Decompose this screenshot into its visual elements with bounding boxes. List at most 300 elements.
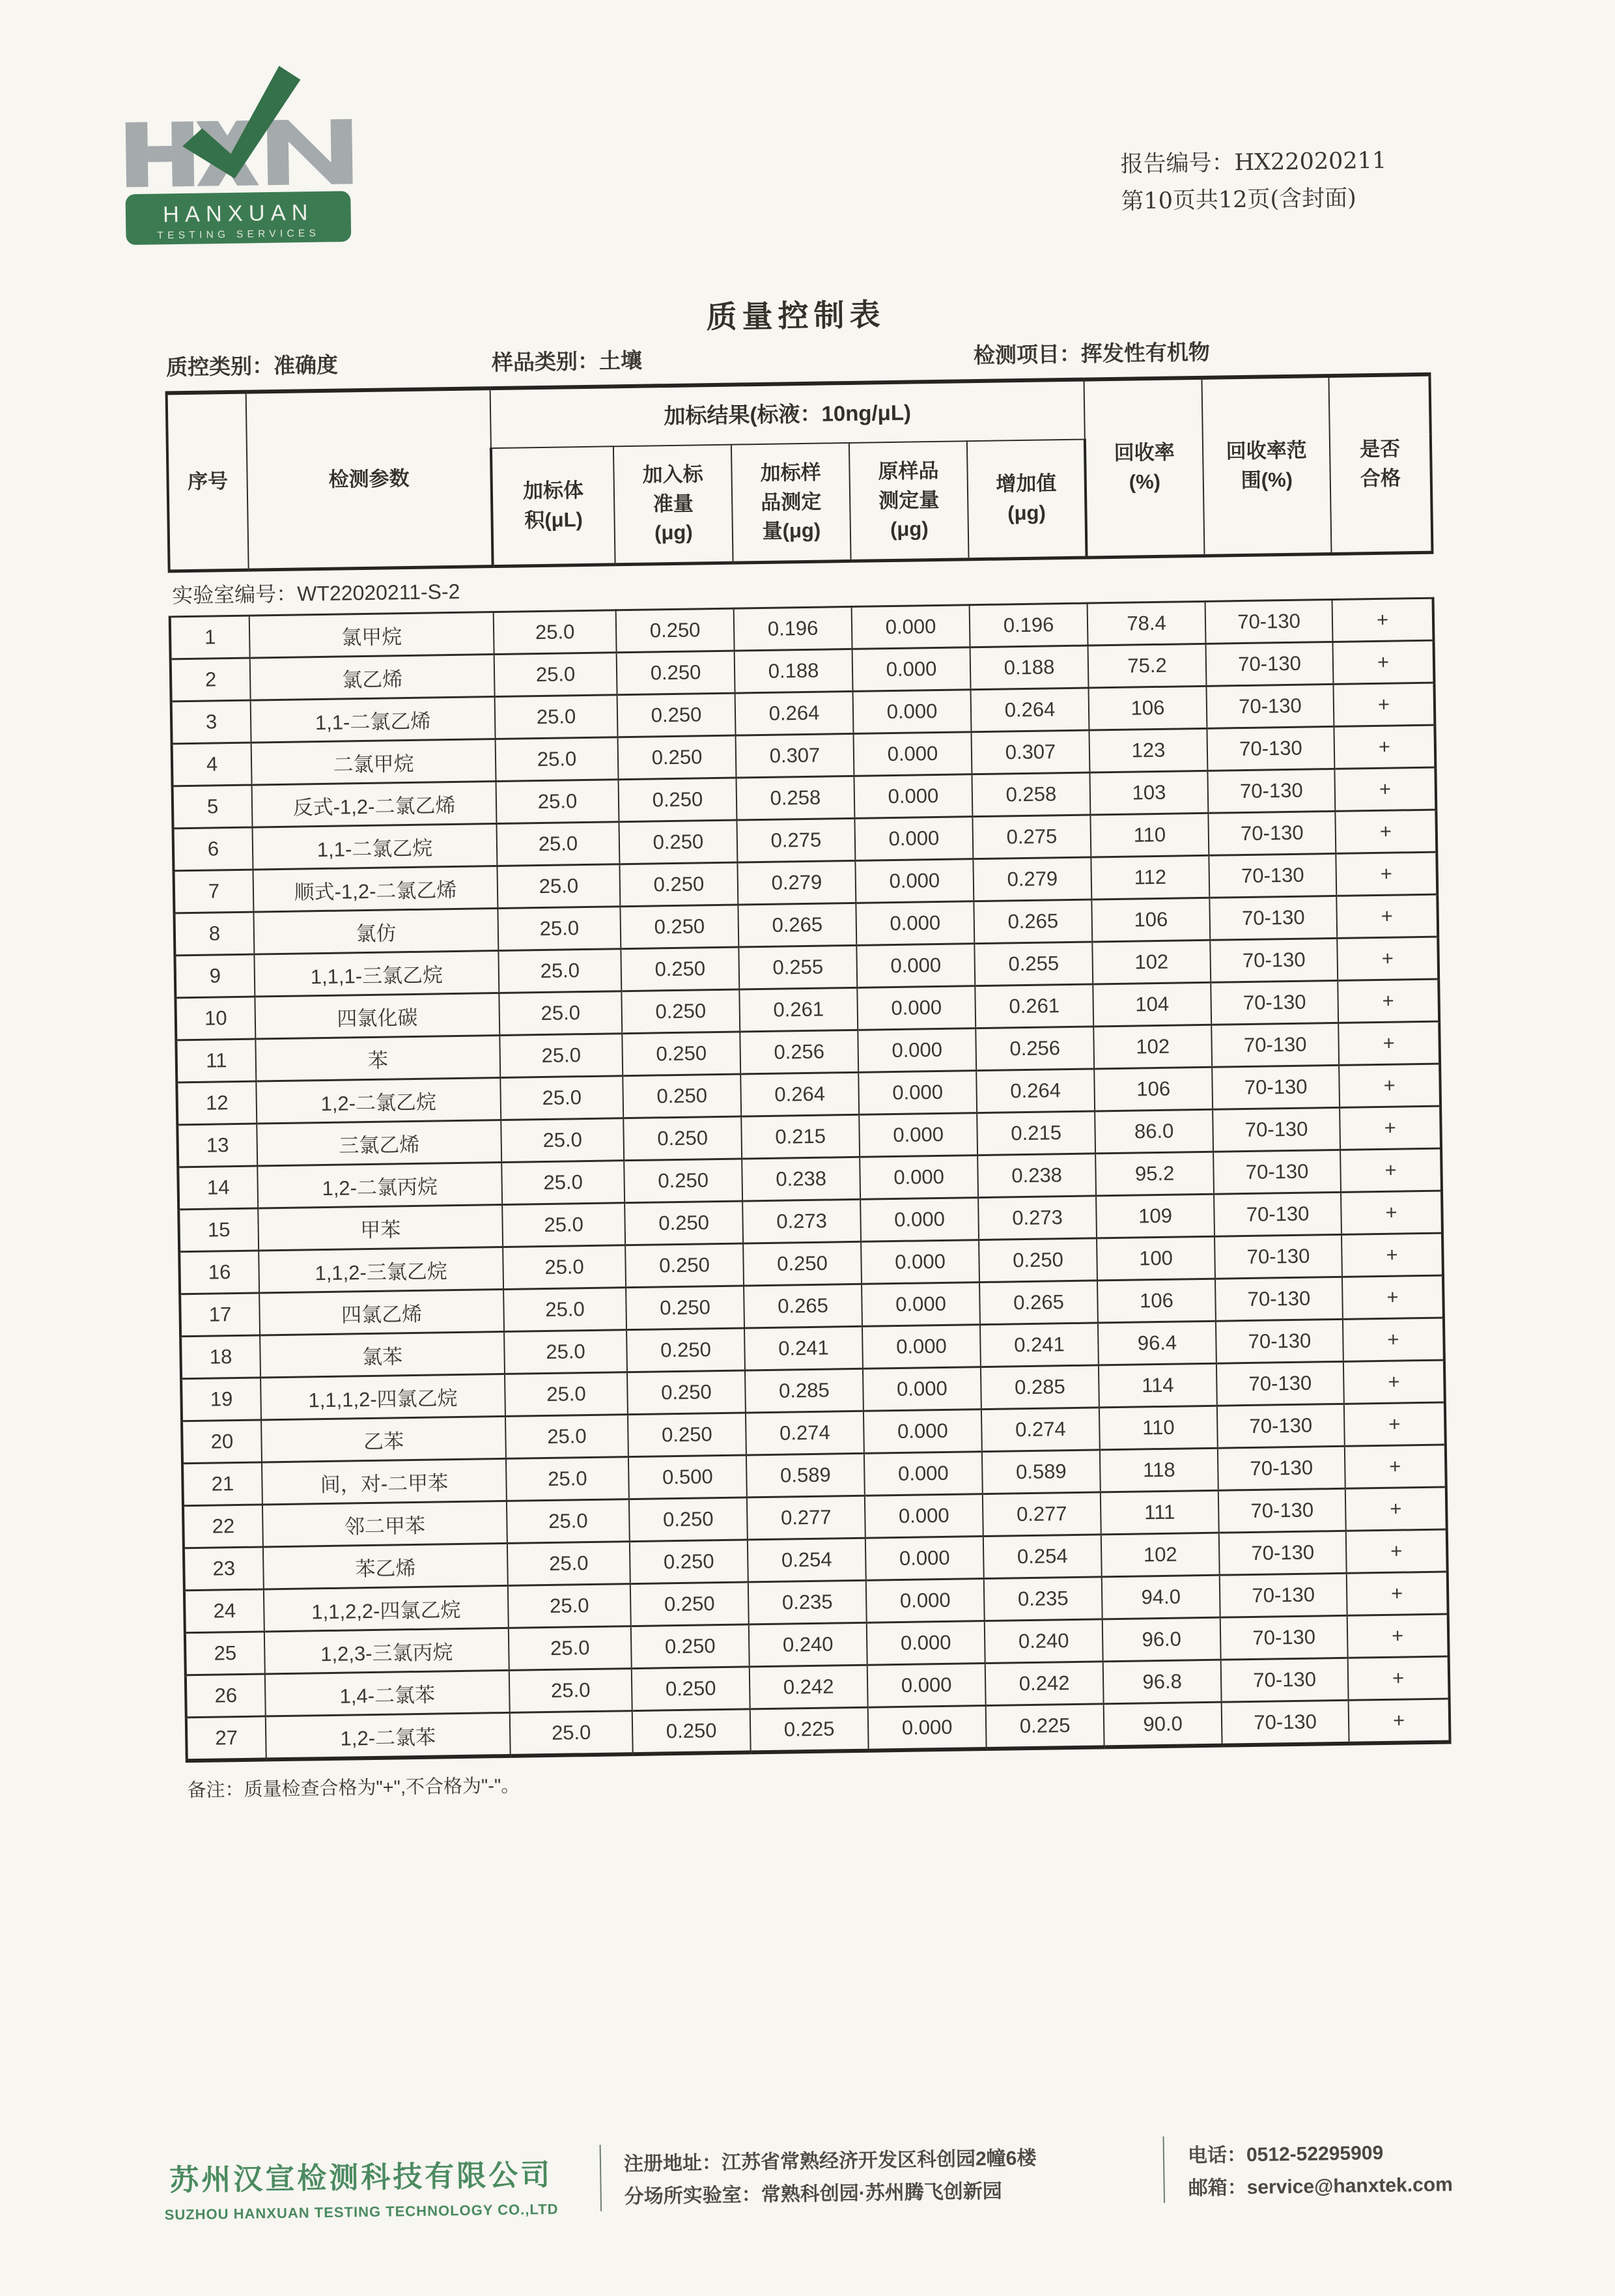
cell-value: 100 bbox=[1097, 1236, 1215, 1281]
cell-value: 0.000 bbox=[864, 1410, 982, 1454]
cell-value: 0.000 bbox=[854, 774, 972, 819]
cell-param: 氯乙烯 bbox=[250, 655, 495, 701]
cell-seq: 27 bbox=[186, 1716, 266, 1761]
cell-value: + bbox=[1332, 598, 1434, 642]
cell-param: 顺式-1,2-二氯乙烯 bbox=[253, 866, 498, 913]
cell-value: 70-130 bbox=[1212, 1065, 1340, 1109]
cell-value: + bbox=[1347, 1614, 1449, 1658]
cell-value: 0.000 bbox=[862, 1325, 981, 1369]
cell-value: 0.250 bbox=[625, 1201, 743, 1245]
cell-value: 70-130 bbox=[1209, 896, 1337, 940]
cell-value: 25.0 bbox=[496, 737, 619, 782]
cell-value: 0.273 bbox=[742, 1199, 861, 1243]
cell-seq: 8 bbox=[174, 912, 254, 956]
cell-value: 25.0 bbox=[509, 1669, 632, 1713]
logo-banner-subtext: TESTING SERVICES bbox=[157, 227, 320, 242]
cell-value: 25.0 bbox=[496, 780, 619, 824]
cell-value: 0.000 bbox=[852, 605, 970, 649]
cell-value: 0.000 bbox=[868, 1706, 987, 1751]
cell-value: 106 bbox=[1089, 686, 1207, 730]
cell-param: 1,2-二氯苯 bbox=[266, 1712, 511, 1759]
cell-seq: 21 bbox=[182, 1462, 262, 1506]
cell-value: 0.240 bbox=[749, 1623, 867, 1667]
cell-seq: 2 bbox=[171, 658, 251, 702]
cell-seq: 22 bbox=[183, 1505, 263, 1548]
cell-value: 78.4 bbox=[1088, 601, 1206, 645]
cell-seq: 3 bbox=[171, 700, 251, 744]
cell-value: 112 bbox=[1091, 855, 1209, 900]
cell-seq: 23 bbox=[184, 1547, 264, 1591]
cell-seq: 18 bbox=[180, 1335, 260, 1379]
cell-value: 0.254 bbox=[983, 1535, 1102, 1579]
note: 备注：质量检查合格为"+",不合格为"-"。 bbox=[187, 1775, 520, 1802]
cell-value: 0.307 bbox=[971, 730, 1089, 774]
cell-value: 70-130 bbox=[1210, 938, 1338, 982]
cell-value: 0.264 bbox=[971, 688, 1089, 732]
cell-value: 0.000 bbox=[857, 986, 976, 1030]
cell-value: 0.256 bbox=[740, 1030, 858, 1074]
cell-value: 0.250 bbox=[630, 1582, 749, 1626]
footer-company bbox=[125, 2150, 597, 2224]
footer-address-block bbox=[624, 2142, 1037, 2213]
cell-value: 106 bbox=[1094, 1067, 1213, 1111]
cell-value: 25.0 bbox=[495, 695, 618, 739]
cell-value: 70-130 bbox=[1220, 1573, 1347, 1617]
col-header-qualified: 是否 合格 bbox=[1328, 375, 1432, 554]
cell-value: 70-130 bbox=[1215, 1234, 1342, 1279]
page-title: 质量控制表 bbox=[706, 297, 886, 335]
registered-address: 注册地址：江苏省常熟经济开发区科创园2幢6楼 bbox=[623, 2147, 1037, 2176]
col-group-header-spike-result: 加标结果(标液：10ng/μL) bbox=[490, 380, 1085, 449]
cell-value: 0.000 bbox=[865, 1494, 983, 1538]
cell-value: 70-130 bbox=[1205, 599, 1333, 644]
cell-value: 0.250 bbox=[626, 1328, 745, 1372]
cell-value: 96.4 bbox=[1098, 1321, 1216, 1365]
cell-value: 0.265 bbox=[744, 1284, 862, 1328]
cell-value: 70-130 bbox=[1207, 726, 1334, 771]
cell-value: 104 bbox=[1093, 982, 1211, 1027]
cell-value: 0.261 bbox=[975, 984, 1093, 1028]
cell-value: 0.250 bbox=[630, 1540, 748, 1584]
cell-seq: 5 bbox=[173, 785, 253, 829]
cell-value: 70-130 bbox=[1218, 1446, 1345, 1490]
cell-value: + bbox=[1343, 1360, 1445, 1404]
cell-value: + bbox=[1339, 1064, 1440, 1107]
cell-value: + bbox=[1343, 1318, 1444, 1361]
cell-value: 0.264 bbox=[740, 1072, 859, 1116]
cell-param: 1,2-二氯丙烷 bbox=[257, 1162, 502, 1208]
cell-value: 0.225 bbox=[750, 1707, 869, 1752]
cell-value: 0.000 bbox=[860, 1198, 979, 1242]
report-number: 报告编号：HX22020211 bbox=[1120, 147, 1387, 178]
cell-seq: 25 bbox=[185, 1632, 265, 1675]
cell-value: 0.250 bbox=[617, 693, 736, 737]
cell-value: 70-130 bbox=[1217, 1404, 1345, 1448]
cell-seq: 14 bbox=[178, 1166, 258, 1210]
cell-value: 102 bbox=[1101, 1533, 1220, 1577]
cell-value: 0.000 bbox=[856, 944, 975, 988]
cell-value: 0.250 bbox=[621, 947, 739, 991]
cell-value: 25.0 bbox=[509, 1626, 632, 1671]
cell-value: 0.196 bbox=[734, 606, 852, 651]
col-header-standard-added: 加入标 准量 (μg) bbox=[613, 445, 733, 565]
cell-value: 0.000 bbox=[860, 1155, 978, 1200]
cell-value: 25.0 bbox=[507, 1542, 630, 1586]
cell-value: 0.250 bbox=[620, 905, 738, 949]
cell-param: 1,4-二氯苯 bbox=[265, 1670, 510, 1716]
cell-value: 118 bbox=[1100, 1448, 1218, 1492]
cell-value: 110 bbox=[1099, 1406, 1218, 1450]
cell-value: + bbox=[1344, 1402, 1446, 1446]
cell-seq: 20 bbox=[182, 1420, 262, 1464]
cell-value: + bbox=[1334, 725, 1435, 769]
cell-value: 0.000 bbox=[853, 732, 972, 776]
cell-value: 96.8 bbox=[1103, 1660, 1222, 1704]
cell-value: 70-130 bbox=[1208, 811, 1336, 855]
cell-value: 70-130 bbox=[1215, 1277, 1343, 1321]
cell-param: 1,1-二氯乙烯 bbox=[251, 697, 496, 743]
cell-seq: 1 bbox=[170, 616, 250, 659]
cell-value: 0.285 bbox=[745, 1368, 864, 1413]
cell-value: 96.0 bbox=[1102, 1617, 1221, 1662]
cell-value: 0.250 bbox=[623, 1116, 742, 1161]
cell-param: 1,1,1-三氯乙烷 bbox=[254, 951, 499, 997]
footer-contact-block bbox=[1188, 2136, 1454, 2205]
cell-value: 0.250 bbox=[622, 1032, 740, 1076]
cell-value: 110 bbox=[1090, 813, 1209, 857]
cell-seq: 12 bbox=[176, 1081, 257, 1125]
cell-value: 0.188 bbox=[970, 645, 1089, 690]
cell-param: 1,1-二氯乙烷 bbox=[253, 824, 498, 870]
cell-value: 70-130 bbox=[1220, 1615, 1348, 1660]
cell-value: + bbox=[1345, 1445, 1446, 1488]
cell-value: 114 bbox=[1099, 1363, 1217, 1408]
cell-param: 1,2-二氯乙烷 bbox=[256, 1077, 501, 1124]
col-header-recovery-range: 回收率范 围(%) bbox=[1201, 376, 1331, 556]
cell-value: 0.250 bbox=[616, 608, 735, 653]
cell-value: 0.273 bbox=[978, 1196, 1097, 1240]
cell-value: 111 bbox=[1101, 1490, 1219, 1535]
logo-banner-text: HANXUAN bbox=[162, 200, 314, 227]
cell-value: 0.000 bbox=[855, 859, 974, 903]
cell-value: 70-130 bbox=[1216, 1319, 1343, 1363]
cell-value: 25.0 bbox=[503, 1288, 626, 1332]
col-header-seq: 序号 bbox=[167, 392, 249, 571]
cell-value: 0.500 bbox=[628, 1455, 747, 1499]
table-body bbox=[169, 552, 1450, 1761]
cell-value: 25.0 bbox=[508, 1584, 631, 1628]
cell-value: 0.000 bbox=[854, 817, 973, 861]
cell-value: 70-130 bbox=[1222, 1700, 1349, 1745]
sample-category: 样品类别：土壤 bbox=[491, 348, 643, 375]
cell-value: 0.241 bbox=[980, 1323, 1099, 1367]
cell-value: 70-130 bbox=[1209, 853, 1336, 898]
cell-value: 90.0 bbox=[1104, 1702, 1222, 1747]
cell-value: 0.254 bbox=[748, 1538, 866, 1582]
cell-value: 70-130 bbox=[1207, 769, 1335, 813]
cell-param: 四氯乙烯 bbox=[259, 1289, 504, 1335]
cell-value: 70-130 bbox=[1207, 684, 1334, 728]
cell-value: 25.0 bbox=[501, 1118, 624, 1163]
cell-seq: 11 bbox=[176, 1039, 256, 1083]
cell-value: 0.000 bbox=[867, 1664, 986, 1708]
cell-seq: 19 bbox=[181, 1378, 261, 1421]
email: 邮箱：service@hanxtek.com bbox=[1188, 2174, 1453, 2200]
cell-param: 二氯甲烷 bbox=[251, 739, 496, 786]
cell-value: 0.258 bbox=[736, 776, 854, 820]
cell-value: 0.235 bbox=[984, 1577, 1102, 1621]
cell-value: 0.250 bbox=[621, 989, 740, 1034]
cell-value: 25.0 bbox=[505, 1415, 628, 1459]
cell-value: 0.589 bbox=[746, 1453, 865, 1497]
cell-value: 0.000 bbox=[852, 647, 971, 692]
cell-value: + bbox=[1336, 894, 1438, 938]
cell-value: 0.255 bbox=[738, 945, 857, 989]
cell-seq: 4 bbox=[172, 743, 252, 786]
cell-value: + bbox=[1336, 852, 1437, 896]
cell-value: 25.0 bbox=[502, 1203, 625, 1247]
cell-value: + bbox=[1349, 1699, 1450, 1744]
cell-value: 70-130 bbox=[1214, 1192, 1341, 1236]
cell-value: 0.589 bbox=[982, 1450, 1101, 1494]
cell-param: 反式-1,2-二氯乙烯 bbox=[252, 782, 497, 828]
cell-param: 氯仿 bbox=[253, 909, 498, 955]
cell-value: 70-130 bbox=[1211, 980, 1338, 1025]
cell-value: + bbox=[1341, 1233, 1443, 1277]
cell-value: + bbox=[1340, 1148, 1442, 1192]
cell-value: + bbox=[1348, 1656, 1450, 1700]
cell-value: 0.264 bbox=[735, 691, 854, 735]
cell-value: 0.238 bbox=[742, 1157, 860, 1201]
cell-seq: 9 bbox=[175, 954, 255, 998]
cell-value: 0.261 bbox=[739, 987, 858, 1032]
cell-value: + bbox=[1347, 1572, 1448, 1615]
branch-lab: 分场所实验室：常熟科创园·苏州腾飞创新园 bbox=[624, 2180, 1002, 2208]
cell-seq: 24 bbox=[184, 1589, 264, 1633]
cell-value: 25.0 bbox=[503, 1245, 626, 1290]
cell-value: 70-130 bbox=[1218, 1488, 1346, 1533]
cell-value: 0.000 bbox=[866, 1579, 985, 1623]
cell-value: 25.0 bbox=[500, 1076, 623, 1120]
cell-value: + bbox=[1333, 683, 1435, 726]
footer-divider bbox=[600, 2145, 602, 2211]
cell-value: 95.2 bbox=[1095, 1152, 1214, 1196]
cell-value: 0.241 bbox=[744, 1326, 863, 1370]
cell-value: 0.225 bbox=[986, 1704, 1104, 1749]
cell-value: 0.000 bbox=[856, 901, 974, 946]
phone: 电话：0512-52295909 bbox=[1187, 2142, 1384, 2167]
cell-value: 25.0 bbox=[498, 949, 621, 993]
cell-value: 0.274 bbox=[981, 1408, 1100, 1452]
cell-value: 0.000 bbox=[865, 1537, 984, 1581]
cell-value: 0.250 bbox=[627, 1370, 746, 1415]
cell-value: 0.250 bbox=[619, 862, 738, 907]
lab-id-cell: 实验室编号：WT22020211-S-2 bbox=[169, 552, 1433, 617]
cell-param: 苯 bbox=[255, 1036, 500, 1082]
col-header-recovery: 回收率 (%) bbox=[1084, 378, 1205, 558]
test-item: 检测项目：挥发性有机物 bbox=[973, 339, 1211, 368]
cell-value: 25.0 bbox=[505, 1372, 628, 1417]
cell-param: 乙苯 bbox=[261, 1416, 506, 1462]
cell-value: 0.188 bbox=[735, 649, 853, 693]
cell-value: + bbox=[1340, 1106, 1441, 1150]
cell-value: 0.275 bbox=[737, 818, 855, 862]
cell-value: 0.275 bbox=[972, 815, 1091, 859]
cell-value: + bbox=[1342, 1275, 1444, 1319]
company-name-en: SUZHOU HANXUAN TESTING TECHNOLOGY CO.,LTD bbox=[164, 2200, 559, 2223]
cell-value: 70-130 bbox=[1221, 1658, 1349, 1702]
cell-value: 25.0 bbox=[499, 991, 622, 1036]
cell-param: 氯甲烷 bbox=[249, 612, 494, 659]
cell-value: 0.000 bbox=[853, 690, 972, 734]
cell-value: 70-130 bbox=[1213, 1150, 1341, 1194]
cell-value: 75.2 bbox=[1088, 644, 1207, 688]
cell-value: 0.242 bbox=[985, 1662, 1104, 1706]
cell-value: 25.0 bbox=[507, 1499, 630, 1544]
cell-value: 103 bbox=[1089, 771, 1208, 815]
cell-value: 0.250 bbox=[632, 1667, 750, 1711]
cell-value: + bbox=[1341, 1191, 1442, 1234]
cell-value: 0.274 bbox=[746, 1411, 864, 1455]
cell-value: 70-130 bbox=[1216, 1361, 1344, 1406]
cell-value: 70-130 bbox=[1211, 1023, 1339, 1067]
cell-value: 0.256 bbox=[976, 1027, 1094, 1071]
cell-value: 0.265 bbox=[974, 900, 1092, 944]
cell-value: 0.000 bbox=[862, 1283, 980, 1327]
cell-value: 0.000 bbox=[858, 1071, 977, 1115]
cell-value: 102 bbox=[1093, 1025, 1212, 1069]
cell-param: 邻二甲苯 bbox=[262, 1501, 507, 1547]
cell-seq: 10 bbox=[175, 997, 255, 1040]
cell-seq: 16 bbox=[179, 1251, 259, 1294]
cell-value: + bbox=[1337, 937, 1439, 980]
cell-value: 25.0 bbox=[498, 907, 621, 951]
cell-value: 0.277 bbox=[747, 1495, 865, 1540]
hanxuan-logo-icon bbox=[120, 60, 358, 248]
cell-value: 0.250 bbox=[624, 1159, 742, 1203]
cell-seq: 17 bbox=[180, 1293, 260, 1337]
cell-value: + bbox=[1338, 1021, 1440, 1065]
cell-value: 0.250 bbox=[618, 735, 737, 780]
cell-value: 0.279 bbox=[973, 857, 1091, 901]
col-header-param: 检测参数 bbox=[246, 388, 493, 570]
cell-value: 0.240 bbox=[985, 1619, 1103, 1664]
company-name-cn: 苏州汉宣检测科技有限公司 bbox=[169, 2157, 553, 2197]
col-header-spiked-sample-measured: 加标样 品测定 量(μg) bbox=[731, 443, 851, 563]
cell-value: 0.238 bbox=[977, 1154, 1096, 1198]
cell-value: 0.242 bbox=[750, 1665, 868, 1709]
col-header-original-sample-measured: 原样品 测定量 (μg) bbox=[849, 441, 969, 561]
cell-value: 25.0 bbox=[510, 1711, 633, 1756]
cell-value: 25.0 bbox=[494, 610, 617, 655]
cell-param: 1,2,3-三氯丙烷 bbox=[264, 1628, 509, 1674]
cell-value: 0.265 bbox=[979, 1281, 1098, 1325]
cell-value: 0.000 bbox=[864, 1452, 983, 1496]
col-header-spike-volume: 加标体 积(μL) bbox=[491, 446, 615, 566]
cell-value: 0.250 bbox=[623, 1074, 741, 1118]
cell-value: 25.0 bbox=[499, 1034, 623, 1078]
footer-divider bbox=[1163, 2136, 1166, 2203]
cell-param: 三氯乙烯 bbox=[257, 1120, 501, 1166]
cell-value: 0.000 bbox=[858, 1028, 976, 1073]
qc-category: 质控类别：准确度 bbox=[165, 352, 339, 380]
cell-value: 0.196 bbox=[970, 603, 1088, 647]
col-header-increase: 增加值 (μg) bbox=[967, 440, 1087, 560]
cell-value: 0.279 bbox=[737, 860, 856, 905]
cell-param: 苯乙烯 bbox=[263, 1543, 508, 1589]
cell-value: + bbox=[1333, 640, 1435, 684]
cell-param: 间，对-二甲苯 bbox=[262, 1458, 507, 1505]
cell-value: 0.250 bbox=[631, 1624, 750, 1669]
cell-value: 70-130 bbox=[1206, 642, 1334, 686]
cell-value: + bbox=[1334, 767, 1436, 811]
cell-seq: 6 bbox=[173, 827, 253, 871]
cell-value: 94.0 bbox=[1102, 1575, 1220, 1619]
cell-value: 0.215 bbox=[977, 1111, 1095, 1155]
cell-param: 四氯化碳 bbox=[255, 993, 499, 1040]
cell-value: + bbox=[1345, 1487, 1447, 1531]
cell-value: 102 bbox=[1092, 940, 1211, 984]
cell-param: 甲苯 bbox=[258, 1204, 503, 1251]
cell-value: 0.250 bbox=[979, 1238, 1097, 1283]
cell-value: 25.0 bbox=[494, 653, 617, 697]
cell-value: + bbox=[1346, 1529, 1448, 1573]
cell-param: 氯苯 bbox=[260, 1331, 505, 1378]
cell-value: 0.215 bbox=[741, 1114, 860, 1159]
cell-value: 0.000 bbox=[859, 1113, 977, 1157]
cell-value: 0.250 bbox=[628, 1413, 746, 1457]
cell-value: 0.307 bbox=[736, 733, 854, 778]
page-info: 第10页共12页(含封面) bbox=[1121, 185, 1357, 215]
cell-value: 0.000 bbox=[861, 1240, 979, 1284]
cell-value: 25.0 bbox=[506, 1457, 629, 1501]
cell-seq: 7 bbox=[174, 870, 254, 913]
cell-value: 0.277 bbox=[983, 1492, 1101, 1537]
cell-value: 0.265 bbox=[738, 903, 856, 947]
cell-value: 0.250 bbox=[632, 1709, 751, 1754]
cell-value: 70-130 bbox=[1219, 1531, 1347, 1575]
cell-seq: 13 bbox=[177, 1124, 257, 1167]
cell-value: 86.0 bbox=[1095, 1109, 1213, 1154]
cell-param: 1,1,2-三氯乙烷 bbox=[259, 1247, 503, 1293]
cell-value: 0.250 bbox=[625, 1243, 744, 1288]
cell-value: 106 bbox=[1091, 898, 1210, 942]
cell-value: 109 bbox=[1096, 1194, 1215, 1238]
cell-value: 0.235 bbox=[748, 1580, 867, 1624]
report-info bbox=[1120, 143, 1387, 221]
cell-value: 25.0 bbox=[496, 822, 619, 866]
qc-table bbox=[165, 373, 1452, 1763]
cell-value: + bbox=[1335, 810, 1437, 853]
cell-value: 0.255 bbox=[974, 942, 1093, 986]
cell-value: 70-130 bbox=[1213, 1107, 1340, 1152]
cell-value: 0.000 bbox=[867, 1621, 985, 1665]
cell-value: 123 bbox=[1089, 728, 1208, 772]
cell-value: 0.250 bbox=[743, 1241, 862, 1286]
cell-value: + bbox=[1338, 979, 1439, 1023]
cell-value: 0.250 bbox=[629, 1497, 748, 1542]
cell-value: 0.250 bbox=[617, 651, 735, 695]
cell-value: 0.285 bbox=[981, 1365, 1099, 1410]
cell-seq: 15 bbox=[178, 1208, 259, 1252]
cell-value: 0.250 bbox=[619, 820, 737, 864]
cell-value: 25.0 bbox=[504, 1330, 627, 1374]
cell-value: 0.250 bbox=[619, 778, 737, 822]
cell-param: 1,1,2,2-四氯乙烷 bbox=[264, 1585, 509, 1632]
cell-value: 106 bbox=[1097, 1279, 1216, 1323]
cell-value: 0.000 bbox=[863, 1367, 981, 1411]
cell-value: 0.258 bbox=[972, 772, 1090, 817]
